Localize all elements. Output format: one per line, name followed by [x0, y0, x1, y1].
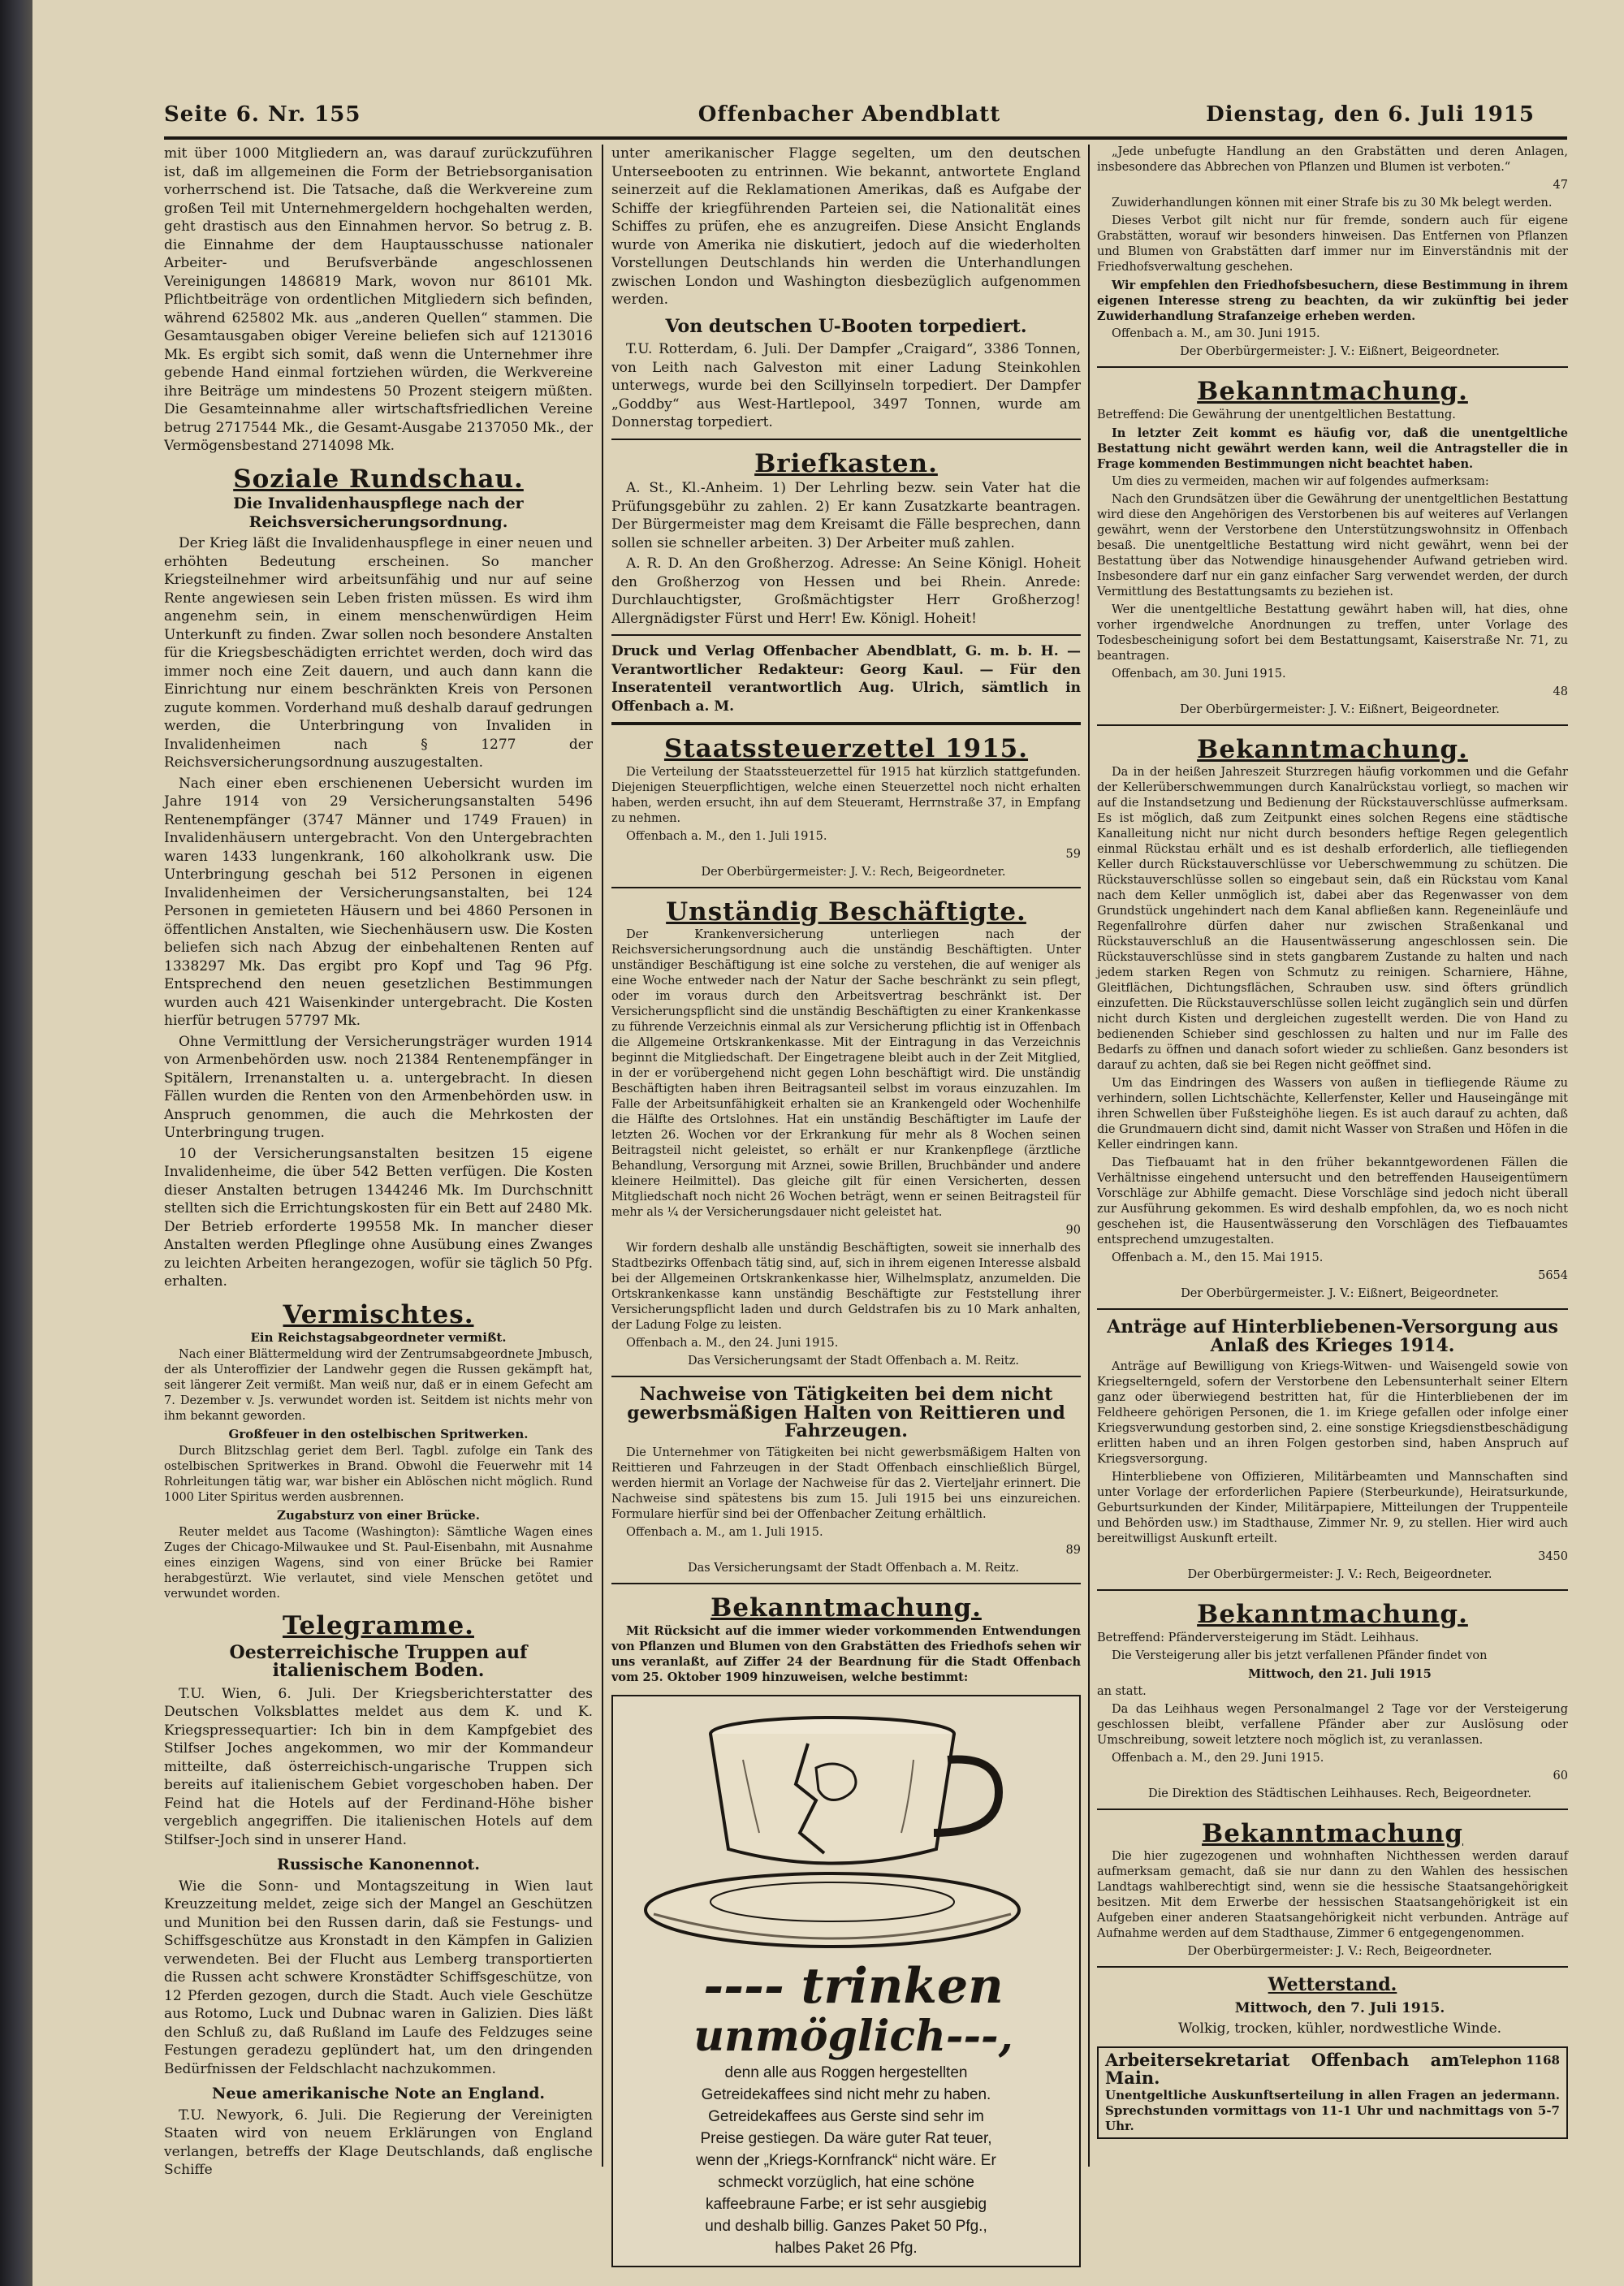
notice-date: Offenbach a. M., am 1. Juli 1915.	[626, 1525, 823, 1539]
notice-text: Hinterbliebene von Offizieren, Militärbeamten und Mannschaften sind unter Vorlage der erforderlichen Papiere (Sterbeurkunde), Heiratsurkunde, Geburtsurkunden der Kinder, Militärpapiere, Mitteilungen der Truppenteile und Behörden usw.) im Stadthause, Zimmer Nr. 9, zu stellen. Hier wird auch bereitwilligst Auskunft erteilt.	[1097, 1471, 1568, 1545]
notice-date: Offenbach a. M., den 1. Juli 1915.	[626, 829, 827, 843]
article-heading: Von deutschen U-Booten torpediert.	[665, 315, 1027, 337]
notice-signature: Der Oberbürgermeister: J. V.: Eißnert, Beigeordneter.	[1180, 702, 1500, 716]
ad-headline: ---- trinken	[703, 1958, 1004, 2015]
paragraph: mit über 1000 Mitgliedern an, was darauf zurückzuführen ist, daß im allgemeinen die Form der Betriebsorganisation vorherrschend ist. Die Tatsache, daß die Werkvereine zum großen Teil mit Unternehmergeldern hochgehalten werden, geht drastisch aus den Einnahmen hervor. So betrug z. B. die Einnahme der dem Hauptausschusse nationaler Arbeiter- und Berufsverbände angeschlossenen Vereinigungen 1486819 Mark, wovon nur 86101 Mk. Pflichtbeiträge von ordentlichen Mitgliedern sich befinden, während 625802 Mk. aus „anderen Quellen“ stammen. Die Gesamtausgaben obiger Vereine beliefen sich auf 1213016 Mk. Es ergibt sich somit, daß wenn die Unternehmer ihre gebende Hand einmal fortziehen würden, die Werkvereine ihre Beiträge um mindestens 50 Prozent steigern müßten. Die Gesamteinnahme aller wirtschaftsfriedlichen Vereine betrug 2717544 Mk., die Gesamt-Ausgabe 2137050 Mk., der Vermögensbestand 2714098 Mk.	[164, 145, 593, 454]
divider	[611, 887, 1081, 888]
saucer-icon	[637, 1865, 1027, 1955]
ad-headline: unmöglich---,	[693, 2012, 1013, 2061]
paragraph: T.U. Wien, 6. Juli. Der Kriegsberichterstatter des Deutschen Volksblattes meldet aus dem K. und K. Kriegspressequartier: Ich bin in dem Kampfgebiet des Stilfser Joches angekommen, wo mir der Kommandeur mitteilte, daß österreichisch-ungarische Truppen sich bereits auf italienischem Gebiet vorgeschoben haben. Der Feind hat die Hotels auf der Ferdinand-Höhe bisher vergeblich angegriffen. Die italienischen Hotels auf dem Stilfser-Joch sind in unserer Hand.	[164, 1685, 593, 1848]
paragraph: Wie die Sonn- und Montagszeitung in Wien laut Kreuzzeitung meldet, zeige sich der Mangel an Geschützen und Munition bei den Russen darin, daß sie Festungs- und Schiffsgeschütze aus Kronstadt in den Kämpfen in Galizien verwendeten. Bei der Flucht aus Lemberg transportierten die Russen acht schwere Kronstädter Schiffsgeschütze, von 12 Pferden gezogen, durch die Stadt. Auch viele Geschütze aus Rotomo, Luck und Dubnac waren in Galizien. Dies läßt den Schluß zu, daß Rußland im Laufe des Feldzuges seine Festungen geradezu geplündert hat, um den dringenden Bedürfnissen der Feldschlacht nachzukommen.	[164, 1878, 593, 2077]
header-rule	[164, 136, 1567, 140]
column-1	[164, 145, 593, 2182]
notice-text: Nach den Grundsätzen über die Gewährung der unentgeltlichen Bestattung wird diese den Angehörigen des Verstorbenen bis auf weiteres auf Verlangen gewährt, wenn der Verstorbene den Unterstützungswohnsitz in Offenbach besaß. Die unentgeltliche Bestattung wird nicht gewährt, wenn bei der Bestattung über das Notwendige hinausgehender Aufwand getrieben wird. Insbesondere darf nur ein ganz einfacher Sarg verwendet werden, der durch Vermittlung des Bestattungsamts zu beziehen ist.	[1097, 492, 1568, 599]
notice-text: Da in der heißen Jahreszeit Sturzregen häufig vorkommen und die Gefahr der Kellerüberschwemmungen durch Kanalrückstau vorliegt, so machen wir auf die Instandsetzung und Bedienung der Rückstauverschlüsse aufmerksam. Es ist möglich, daß zum Zeitpunkt eines solchen Regens eine städtische Kanalleitung nicht nur nicht durch besonders heftige Regen gelegentlich einmal Rückstau erhält und es ist deshalb erforderlich, alle tiefliegenden Keller durch Rückstauverschlüsse vor Ueberschwemmung zu schützen. Die Rückstauverschlüsse sollen so eingebaut sein, daß ein Rückstau vom Kanal nach dem Keller unmöglich ist, dabei aber das Regenwasser von dem Grundstück ungehindert nach dem Kanal abfließen kann. Regeneinläufe und Regenfallrohre dürfen daher nur zwischen Straßenkanal und Rückstauverschluß an die Hausentwässerung angeschlossen sein. Die Rückstauverschlüsse sind in stets gangbarem Zustande zu halten und nach jedem starken Regen von Schmutz zu reinigen. Scharniere, Hähne, Gleitflächen, Dichtungsflächen, Schrauben usw. sind öfters gründlich einzufetten. Die Rückstauverschlüsse sollen leicht zugänglich sein und dürfen nicht durch Kisten und dergleichen zugestellt werden. Die von Hand zu bedienenden Schieber sind geschlossen zu halten und nur im Falle des Bedarfs zu öffnen und danach sofort wieder zu schließen. Ganz besonders ist darauf zu achten, daß sie bei Regen nicht geöffnet sind.	[1097, 766, 1568, 1072]
notice-date: Offenbach a. M., den 15. Mai 1915.	[1112, 1251, 1324, 1264]
divider	[1097, 1308, 1568, 1310]
notice-text: Um das Eindringen des Wassers von außen in tiefliegende Räume zu verhindern, sollen Lichtschächte, Kellerfenster, Keller und Hauseingänge mit ihren Schwellen über Fußsteighöhe liegen. Es ist auch darauf zu achten, daß die Grundmauern dicht sind, damit nicht Wasser von Straßen und Höfen in die Keller eindringen kann.	[1097, 1077, 1568, 1152]
divider	[611, 439, 1081, 440]
notice-signature: Das Versicherungsamt der Stadt Offenbach a. M. Reitz.	[687, 1561, 1020, 1575]
news-title: Ein Reichstagsabgeordneter vermißt.	[250, 1330, 507, 1345]
column-3	[1097, 145, 1568, 2139]
box-subtitle: Unentgeltliche Auskunftserteilung in allen Fragen an jedermann. Sprechstunden vormittags von 11-1 Uhr und nachmittags von 5-7 Uhr.	[1105, 2087, 1560, 2133]
imprint: Druck und Verlag Offenbacher Abendblatt, G. m. b. H. — Verantwortlicher Redakteur: Georg Kaul. — Für den Inseratenteil verantwortlich Aug. Ulrich, sämtlich in Offenbach a. M.	[611, 643, 1081, 715]
paragraph: unter amerikanischer Flagge segelten, um den deutschen Unterseebooten zu entrinnen. Wie bekannt, antwortete England seinerzeit auf die Reklamationen Amerikas, daß es Aufgabe der Schiffe der kriegführenden Parteien sei, die Nationalität eines Schiffes zu prüfen, ehe es anzugreifen. Diese Ansicht Englands wurde von Amerika nie diskutiert, jedoch auf die wiederholten Vorstellungen Deutschlands hin werden die Unterhandlungen zwischen London und Washington diesbezüglich aufgenommen werden.	[611, 145, 1081, 308]
notice-heading: Staatssteuerzettel 1915.	[663, 734, 1029, 763]
notice-text: Mit Rücksicht auf die immer wieder vorkommenden Entwendungen von Pflanzen und Blumen von den Grabstätten des Friedhofs sehen wir uns veranlaßt, auf Ziffer 24 der Beardnung für die Stadt Offenbach vom 25. Oktober 1909 hinzuweisen, welche bestimmt:	[611, 1624, 1081, 1684]
notice-number: 47	[1553, 179, 1568, 192]
masthead: Offenbacher Abendblatt	[698, 102, 1001, 127]
notice-heading: Bekanntmachung.	[710, 1592, 982, 1623]
paragraph: Nach einer eben erschienenen Uebersicht wurden im Jahre 1914 von 29 Versicherungsanstalten 5496 Rentenempfänger (3747 Männer und 1749 Frauen) in Invalidenhäusern untergebracht. Von den Untergebrachten waren 1433 lungenkrank, 160 alkoholkrank usw. Die Unterbringung geschah bei 512 Personen in eigenen Invalidenheimen der Versicherungsanstalten, bei 124 Personen in gemieteten Häusern und bei 4860 Personen in öffentlichen Anstalten, wie Siechenhäusern usw. Die Kosten beliefen sich nach Abzug der einbehaltenen Renten auf 1338297 Mk. Das ergibt pro Kopf und Tag 96 Pfg. Entsprechend den neuen gesetzlichen Bestimmungen wurden auch 421 Waisenkinder untergebracht. Die Kosten hierfür betrugen 57797 Mk.	[164, 775, 593, 1029]
notice-text: Die Verteilung der Staatssteuerzettel für 1915 hat kürzlich stattgefunden. Diejenigen Steuerpflichtigen, welche einen Steuerzettel noch nicht erhalten haben, werden ersucht, ihn auf dem Steueramt, Herrnstraße 37, in Empfang zu nehmen.	[611, 765, 1081, 825]
newspaper-page	[32, 0, 1624, 2286]
notice-signature: Der Oberbürgermeister: J. V.: Rech, Beigeordneter.	[1187, 1945, 1492, 1958]
notice-date: Offenbach a. M., am 30. Juni 1915.	[1112, 327, 1320, 340]
notice-heading: Bekanntmachung.	[1197, 377, 1468, 406]
notice-text: Die Versteigerung aller bis jetzt verfallenen Pfänder findet von	[1112, 1649, 1488, 1662]
arbeitersekretariat-box	[1097, 2046, 1568, 2139]
notice-signature: Der Oberbürgermeister. J. V.: Eißnert, Beigeordneter.	[1181, 1287, 1499, 1300]
notice-heading: Bekanntmachung.	[1197, 1600, 1468, 1629]
notice-text: In letzter Zeit kommt es häufig vor, daß die unentgeltliche Bestattung nicht gewährt werden kann, weil die Antragsteller die in Frage kommenden Bestimmungen nicht beachtet haben.	[1097, 426, 1568, 471]
divider	[1097, 366, 1568, 368]
section-heading-soziale: Soziale Rundschau.	[233, 464, 524, 494]
ad-body: denn alle aus Roggen hergestellten Getreidekaffees sind nicht mehr zu haben. Getreidekaffees aus Gerste sind sehr im Preise gestiegen. Da wäre guter Rat teuer, wenn der „Kriegs-Kornfranck“ nicht wäre. Er schmeckt vorzüglich, hat eine schöne kaffeebraune Farbe; er ist sehr ausgiebig und deshalb billig. Ganzes Paket 50 Pfg., halbes Paket 26 Pfg.	[696, 2064, 996, 2257]
notice-text: Zuwiderhandlungen können mit einer Strafe bis zu 30 Mk belegt werden.	[1112, 197, 1553, 210]
notice-date: Offenbach a. M., den 24. Juni 1915.	[626, 1337, 839, 1350]
notice-heading: Bekanntmachung	[1202, 1818, 1463, 1848]
divider	[1097, 1808, 1568, 1810]
divider	[611, 1376, 1081, 1377]
article-heading: Neue amerikanische Note an England.	[211, 2085, 546, 2102]
weather-forecast: Wolkig, trocken, kühler, nordwestliche Winde.	[1177, 2020, 1502, 2037]
paragraph: Der Krieg läßt die Invalidenhauspflege in einer neuen und erhöhten Bedeutung erscheinen. So mancher Kriegsteilnehmer wird arbeitsunfähig und nur auf seine Rente angewiesen sein Leben fristen müssen. Es wird ihm angenehm sein, in einem menschenwürdigen Heim Unterkunft zu finden. Zwar sollen noch besondere Anstalten für die Kriegsbeschädigten errichtet werden, doch wird das immer noch eine Zeit dauern, und auch dann kann die Einrichtung nur einem beschränkten Kreis von Personen zugute kommen. Vorderhand muß deshalb darauf gedrungen werden, die Unterbringung von Invaliden in Invalidenheimen nach § 1277 der Reichsversicherungsordnung auszugestalten.	[164, 535, 593, 771]
telephone-number: Telephon 1168	[1459, 2052, 1560, 2068]
notice-signature: Der Oberbürgermeister: J. V.: Rech, Beigeordneter.	[1187, 1568, 1492, 1581]
page-header	[164, 97, 1535, 138]
notice-signature: Der Oberbürgermeister: J. V.: Rech, Beigeordneter.	[701, 865, 1006, 879]
article-subheading: Die Invalidenhauspflege nach der Reichsversicherungsordnung.	[233, 495, 524, 531]
weather-date: Mittwoch, den 7. Juli 1915.	[1234, 1999, 1445, 2016]
notice-date-highlight: Mittwoch, den 21. Juli 1915	[1248, 1666, 1432, 1681]
column-rule-2	[1088, 145, 1090, 2167]
column-2	[611, 145, 1081, 2272]
letter-reply: A. R. D. An den Großherzog. Adresse: An Seine Königl. Hoheit den Großherzog von Hessen und bei Rhein. Anrede: Durchlauchtigster, Großmächtigster Herr Großherzog! Allergnädigster Fürst und Herr! Ew. Königl. Hoheit!	[611, 555, 1081, 627]
notice-heading: Anträge auf Hinterbliebenen-Versorgung aus Anlaß des Krieges 1914.	[1107, 1316, 1558, 1356]
notice-text: Die Unternehmer von Tätigkeiten bei nicht gewerbsmäßigem Halten von Reittieren und Fahrzeugen in der Stadt Offenbach einschließlich Bürgel, werden hiermit an Vorlage der Nachweise für das 2. Vierteljahr erinnert. Die Nachweise sind spätestens bis zum 15. Juli 1915 bei uns einzureichen. Formulare hierfür sind bei der Offenbacher Zeitung erhältlich.	[611, 1445, 1081, 1521]
box-title: Arbeitersekretariat Offenbach am Main.	[1105, 2049, 1460, 2088]
notice-text: Das Tiefbauamt hat in den früher bekanntgewordenen Fällen die Verhältnisse eingehend untersucht und den betreffenden Hauseigentümern Vorschläge zur Abhilfe gemacht. Diese Vorschläge sind jedoch nicht überall zur Ausführung gekommen. Es wird deshalb empfohlen, da, wo es noch nicht geschehen ist, die Hausentwässerung den Vorschlägen des Tiefbauamtes entsprechend umzugestalten.	[1097, 1156, 1568, 1247]
column-rule-1	[602, 145, 603, 2167]
ad-illustration	[621, 1703, 1071, 1961]
section-heading-briefkasten: Briefkasten.	[754, 448, 938, 478]
paragraph: T.U. Rotterdam, 6. Juli. Der Dampfer „Craigard“, 3386 Tonnen, von Leith nach Galveston mit einer Ladung Steinkohlen unterwegs, wurde bei den Scillyinseln torpediert. Der Dampfer „Goddby“ aus West-Hartlepool, 3497 Tonnen, wurde am Donnerstag torpediert.	[611, 341, 1081, 430]
notice-signature: Die Direktion des Städtischen Leihhauses. Rech, Beigeordneter.	[1148, 1787, 1531, 1800]
notice-text: Wer die unentgeltliche Bestattung gewährt haben will, hat dies, ohne vorher irgendwelche Anordnungen zu treffen, unter Vorlage des Todesbescheinigung sofort bei dem Bestattungsamt, Kaiserstraße Nr. 71, zu beantragen.	[1097, 603, 1568, 663]
notice-signature: Das Versicherungsamt der Stadt Offenbach a. M. Reitz.	[687, 1355, 1020, 1368]
news-item: Reuter meldet aus Tacome (Washington): Sämtliche Wagen eines Zuges der Chicago-Milwaukee und St. Paul-Eisenbahn, mit Ausnahme eines einzigen Wagens, sind von einer Brücke bei Ramier herabgestürzt. Wie verlautet, sind viele Menschen getötet und verwundet worden.	[164, 1526, 593, 1601]
notice-subject: Betreffend: Pfänderversteigerung im Städt. Leihhaus.	[1097, 1631, 1419, 1644]
article-heading: Russische Kanonennot.	[277, 1856, 480, 1873]
notice-text: Anträge auf Bewilligung von Kriegs-Witwen- und Waisengeld sowie von Kriegselterngeld, sofern der Verstorbene den Lebensunterhalt seiner Eltern ganz oder überwiegend bestritten hat, für die Hinterbliebenen der im Feldheere gehörigen Personen, die 1. im Kriege gefallen oder infolge einer Kriegsverwundung gestorben sind, 2. eine sonstige Kriegsdienstbeschädigung erlitten haben und an ihren Folgen gestorben sind, haben Anspruch auf Kriegsversorgung.	[1097, 1360, 1568, 1466]
notice-number: 59	[1065, 847, 1081, 861]
notice-text: Wir fordern deshalb alle unständig Beschäftigten, soweit sie innerhalb des Stadtbezirks Offenbach tätig sind, auf, sich in ihrem eigenen Interesse alsbald bei der Allgemeinen Ortskrankenkasse hier, Wilhelmsplatz, anzumelden. Die Ortskrankenkasse kann unständig Beschäftigte zur Feststellung ihrer Versicherungspflicht laden und durch Geldstrafen bis zu 10 Mark anhalten, der Ladung Folge zu leisten.	[611, 1242, 1081, 1332]
notice-text: Dieses Verbot gilt nicht nur für fremde, sondern auch für eigene Grabstätten, worauf wir besonders hinweisen. Das Entfernen von Pflanzen und Blumen von Grabstätten darf immer nur im Einverständnis mit der Friedhofsverwaltung geschehen.	[1097, 214, 1568, 274]
news-title: Großfeuer in den ostelbischen Spritwerken.	[228, 1427, 529, 1441]
notice-date: Offenbach a. M., den 29. Juni 1915.	[1112, 1751, 1324, 1765]
notice-date: Offenbach, am 30. Juni 1915.	[1112, 667, 1286, 681]
notice-heading: Bekanntmachung.	[1197, 734, 1468, 764]
paragraph: Ohne Vermittlung der Versicherungsträger wurden 1914 von Armenbehörden usw. noch 21384 Rentenempfänger in Spitälern, Irrenanstalten u. a. untergebracht. In diesen Fällen wurden die Renten von den Armenbehörden usw. in Anspruch genommen, die auch die Mehrkosten der Unterbringung trugen.	[164, 1033, 593, 1141]
notice-text: Da das Leihhaus wegen Personalmangel 2 Tage vor der Versteigerung geschlossen bleibt, verfallene Pfänder aber zur Auslösung oder Umschreibung, soweit letztere noch möglich ist, zu veranlassen.	[1097, 1702, 1568, 1747]
section-heading-vermischtes: Vermischtes.	[283, 1299, 474, 1329]
divider	[1097, 1966, 1568, 1968]
coffee-cup-icon	[686, 1711, 1011, 1882]
notice-number: 60	[1553, 1769, 1568, 1783]
notice-heading: Unständig Beschäftigte.	[666, 897, 1026, 927]
divider	[611, 1583, 1081, 1584]
section-heading-telegramme: Telegramme.	[283, 1611, 474, 1640]
divider	[611, 634, 1081, 636]
news-title: Zugabsturz von einer Brücke.	[277, 1508, 480, 1523]
notice-number: 5654	[1538, 1269, 1568, 1282]
notice-text: Die hier zugezogenen und wohnhaften Nichthessen werden darauf aufmerksam gemacht, daß sie nur dann zu den Wahlen des hessischen Landtags wahlberechtigt sind, wenn sie die hessische Staatsangehörigkeit besitzen. Mit dem Erwerbe der hessischen Staatsangehörigkeit ist ein Aufgeben einer anderen Staatsangehörigkeit nicht verbunden. Anträge auf Aufnahme werden auf dem Stadthause, Zimmer 6 entgegengenommen.	[1097, 1850, 1568, 1940]
notice-text: Um dies zu vermeiden, machen wir auf folgendes aufmerksam:	[1112, 474, 1489, 488]
notice-subject: Betreffend: Die Gewährung der unentgeltlichen Bestattung.	[1097, 408, 1456, 421]
notice-text: Wir empfehlen den Friedhofsbesuchern, diese Bestimmung in ihrem eigenen Interesse streng zu beachten, da wir zukünftig bei jeder Zuwiderhandlung Strafanzeige erheben werden.	[1097, 279, 1568, 323]
notice-text: an statt.	[1097, 1684, 1147, 1698]
letter-reply: A. St., Kl.-Anheim. 1) Der Lehrling bezw. sein Vater hat die Prüfungsgebühr zu zahlen. 2) Er kann Zusatzkarte beantragen. Der Bürgermeister mag dem Kreisamt die Fälle besprechen, dann sollen sie schneller arbeiten. 3) Der Arbeiter muß zahlen.	[611, 480, 1081, 551]
notice-number: 48	[1553, 685, 1568, 698]
notice-heading: Nachweise von Tätigkeiten bei dem nicht gewerbsmäßigen Halten von Reittieren und Fahrzeugen.	[627, 1384, 1065, 1441]
news-item: Durch Blitzschlag geriet dem Berl. Tagbl. zufolge ein Tank des ostelbischen Spritwerkes in Brand. Obwohl die Feuerwehr mit 14 Rohrleitungen tätig war, war bisher ein Ablöschen nicht möglich. Rund 1000 Liter Spiritus werden ausbrennen.	[164, 1445, 593, 1504]
paragraph: 10 der Versicherungsanstalten besitzen 15 eigene Invalidenheime, die über 542 Betten verfügen. Die Kosten dieser Anstalten betrugen 1344246 Mk. Im Durchschnitt stellten sich die Errichtungskosten für ein Bett auf 2480 Mk. Der Betrieb erforderte 199558 Mk. In mancher dieser Anstalten werden Pfleglinge ohne Ausübung eines Zwanges zu leichten Arbeiten herangezogen, wofür sie täglich 50 Pfg. erhalten.	[164, 1145, 593, 1290]
notice-signature: Der Oberbürgermeister: J. V.: Eißnert, Beigeordneter.	[1180, 345, 1500, 358]
notice-number: 89	[1065, 1543, 1081, 1557]
article-heading: Oesterreichische Truppen auf italienischem Boden.	[229, 1641, 528, 1681]
divider	[1097, 724, 1568, 726]
weather-heading: Wetterstand.	[1268, 1974, 1397, 1995]
notice-text: Der Krankenversicherung unterliegen nach der Reichsversicherungsordnung auch die unständig Beschäftigten. Unter unständiger Beschäftigung ist eine solche zu verstehen, die auf weniger als eine Woche entweder nach der Natur der Sache beschränkt zu sein pflegt, oder im voraus durch den Arbeitsvertrag beschränkt ist. Der Versicherungspflicht sind die unständig Beschäftigten zu einer Krankenkasse zu führende Verzeichnis einmal als zur Versicherung pflichtig ist in Offenbach die Allgemeine Ortskrankenkasse. Mit der Eintragung in das Verzeichnis beginnt die Mitgliedschaft. Der Eingetragene bleibt auch in der Zeit Mitglied, in der er vorübergehend nicht gegen Lohn beschäftigt wird. Die unständig Beschäftigten haben ihren Beitragsanteil selbst im voraus einzuzahlen. Im Falle der Arbeitsunfähigkeit erhalten sie an Krankengeld oder Wochenhilfe die Hälfte des Ortslohnes. Hat ein unständig Beschäftigter im Laufe der letzten 26. Wochen vor der Erkrankung für mehr als 8 Wochen seinen Beitragsteil nicht geleistet, so erhält er nur Krankenpflege (ärztliche Behandlung, Versorgung mit Arznei, sowie Brillen, Bruchbänder und andere kleinere Heilmittel). Das gleiche gilt für einen Versicherten, dessen Mitgliedschaft noch nicht 26 Wochen beträgt, wenn er seinen Beitragsteil für mehr als ¼ der Versicherungsdauer nicht geleistet hat.	[611, 928, 1081, 1219]
divider	[1097, 1589, 1568, 1591]
book-binding	[0, 0, 32, 2286]
notice-text: „Jede unbefugte Handlung an den Grabstätten und deren Anlagen, insbesondere das Abbrechen von Pflanzen und Blumen ist verboten.“	[1097, 145, 1568, 174]
paragraph: T.U. Newyork, 6. Juli. Die Regierung der Vereinigten Staaten wird von neuem Erklärungen von England verlangen, betreffs der Klage Deutschlands, daß englische Schiffe	[164, 2107, 593, 2178]
notice-number: 90	[1065, 1224, 1081, 1237]
divider	[611, 722, 1081, 725]
page-number: Seite 6. Nr. 155	[164, 102, 361, 127]
notice-number: 3450	[1538, 1550, 1568, 1563]
advertisement-kornfranck	[611, 1695, 1081, 2267]
issue-date: Dienstag, den 6. Juli 1915	[1206, 102, 1535, 127]
news-item: Nach einer Blättermeldung wird der Zentrumsabgeordnete Jmbusch, der als Unteroffizier der Landwehr gegen die Russen gekämpft hat, seit längerer Zeit vermißt. Man weiß nur, daß er in einem Gefecht am 7. Dezember v. Js. verwundet worden ist. Seitdem ist nichts mehr von ihm bekannt geworden.	[164, 1348, 593, 1423]
